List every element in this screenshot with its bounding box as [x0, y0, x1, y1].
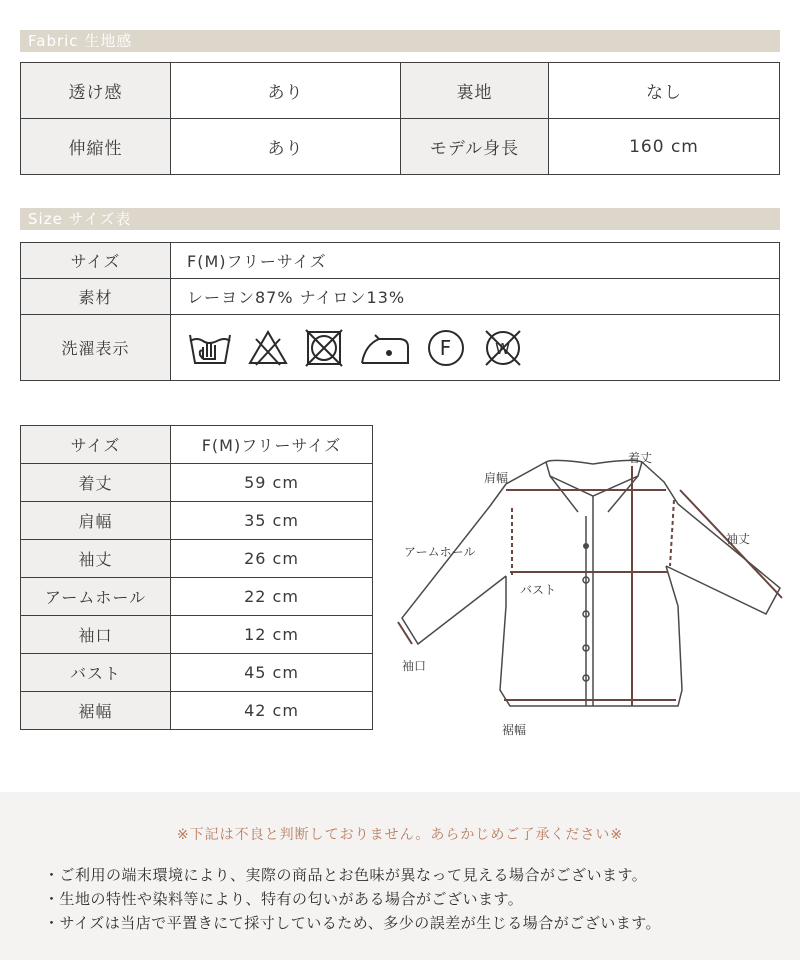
measurement-value: 26 cm	[171, 540, 373, 578]
table-row	[21, 464, 373, 502]
table-row	[21, 654, 373, 692]
table-row	[21, 616, 373, 654]
fabric-value: 160 cm	[549, 119, 780, 175]
fabric-label: モデル身長	[401, 119, 549, 175]
measurement-label: 裾幅	[21, 692, 171, 730]
iron-low-icon	[359, 327, 411, 369]
note-line: ・サイズは当店で平置きにて採寸しているため、多少の誤差が生じる場合がございます。	[44, 914, 662, 932]
shirt-outline	[402, 460, 780, 706]
measurement-value: 59 cm	[171, 464, 373, 502]
diagram-label-shoulder: 肩幅	[484, 471, 509, 485]
diagram-label-armhole: アームホール	[404, 545, 476, 559]
measurement-value: 45 cm	[171, 654, 373, 692]
size-section-header: Size サイズ表	[20, 208, 780, 230]
fabric-label: 伸縮性	[21, 119, 171, 175]
table-row	[21, 540, 373, 578]
measurement-label: 袖口	[21, 616, 171, 654]
dry-clean-f-icon	[425, 327, 467, 369]
size-info-value: レーヨン87% ナイロン13%	[171, 279, 780, 315]
diagram-label-sleeve: 袖丈	[726, 532, 751, 546]
care-label: 洗濯表示	[21, 315, 171, 381]
no-wet-clean-w-text: W	[495, 339, 511, 358]
measurement-value: 12 cm	[171, 616, 373, 654]
measurement-label: 袖丈	[21, 540, 171, 578]
measurement-header-label: サイズ	[21, 426, 171, 464]
table-row	[21, 63, 780, 119]
no-tumble-dry-icon	[303, 327, 345, 369]
fabric-label: 裏地	[401, 63, 549, 119]
notes-panel	[0, 792, 800, 960]
measurement-header-value: F(M)フリーサイズ	[171, 426, 373, 464]
fabric-value: あり	[171, 119, 401, 175]
diagram-label-cuff: 袖口	[402, 659, 427, 673]
garment-diagram	[388, 438, 798, 748]
measurement-table	[20, 425, 373, 730]
measurement-label: バスト	[21, 654, 171, 692]
table-row	[21, 578, 373, 616]
fabric-value: なし	[549, 63, 780, 119]
table-row	[21, 692, 373, 730]
size-info-table	[20, 242, 780, 381]
measurement-value: 42 cm	[171, 692, 373, 730]
measurement-label: アームホール	[21, 578, 171, 616]
note-line: ・生地の特性や染料等により、特有の匂いがある場合がございます。	[44, 890, 524, 908]
table-row	[21, 315, 780, 381]
table-row	[21, 119, 780, 175]
size-info-label: 素材	[21, 279, 171, 315]
measurement-value: 22 cm	[171, 578, 373, 616]
fabric-value: あり	[171, 63, 401, 119]
size-info-value: F(M)フリーサイズ	[171, 243, 780, 279]
measurement-value: 35 cm	[171, 502, 373, 540]
table-row	[21, 279, 780, 315]
table-row	[21, 243, 780, 279]
table-row	[21, 502, 373, 540]
measurement-label: 肩幅	[21, 502, 171, 540]
care-icons-cell	[171, 315, 780, 381]
diagram-label-length: 着丈	[628, 451, 653, 465]
diagram-label-bust: バスト	[520, 583, 557, 597]
fabric-label: 透け感	[21, 63, 171, 119]
measure-lines	[398, 466, 782, 706]
fabric-section-header: Fabric 生地感	[20, 30, 780, 52]
no-wet-clean-icon	[481, 327, 525, 369]
dry-clean-f-text: F	[439, 335, 453, 360]
note-line: ・ご利用の端末環境により、実際の商品とお色味が異なって見える場合がございます。	[44, 866, 648, 884]
fabric-table	[20, 62, 780, 175]
measurement-label: 着丈	[21, 464, 171, 502]
notes-heading: ※下記は不良と判断しておりません。あらかじめご了承ください※	[176, 827, 624, 843]
no-bleach-icon	[247, 327, 289, 369]
size-info-label: サイズ	[21, 243, 171, 279]
diagram-label-hem: 裾幅	[502, 723, 527, 737]
hand-wash-icon	[187, 327, 233, 369]
table-row	[21, 426, 373, 464]
